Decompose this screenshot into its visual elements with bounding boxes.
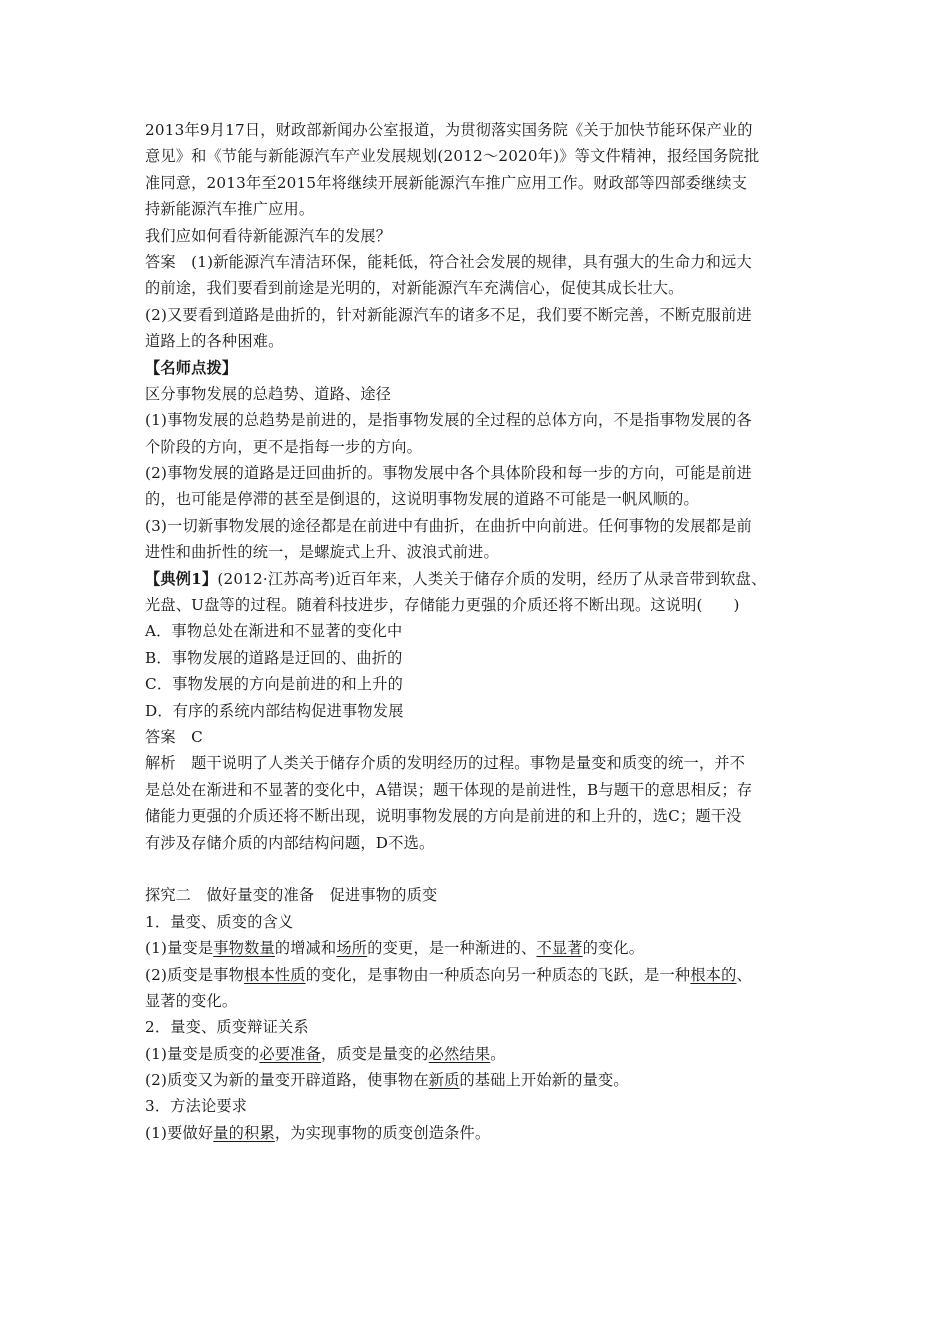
text-span: 的变化，是事物由一种质态向另一种质态的飞跃，是一种 <box>305 965 691 984</box>
answer-line: 答案 (1)新能源汽车清洁环保，能耗低，符合社会发展的规律，具有强大的生命力和远大 <box>145 252 752 271</box>
text-span: (1)量变是 <box>145 939 214 958</box>
relation-line <box>145 1067 825 1093</box>
analysis-line: 是总处在渐进和不显著的变化中，A错误；题干体现的是前进性，B与题干的意思相反；存 <box>145 780 753 799</box>
teacher-tip-heading: 【名师点拨】 <box>145 358 238 377</box>
example-stem-line: 光盘、U盘等的过程。随着科技进步，存储能力更强的介质还将不断出现。这说明( ) <box>145 596 740 615</box>
document-page <box>145 117 825 1146</box>
example-question <box>145 566 825 856</box>
example-stem-text: (2012·江苏高考)近百年来，人类关于储存介质的发明，经历了从录音带到软盘、 <box>217 569 767 588</box>
answer-line: 的前途，我们要看到前途是光明的，对新能源汽车充满信心，促使其成长壮大。 <box>145 279 684 298</box>
underlined-term: 必然结果 <box>428 1044 491 1063</box>
analysis-line: 解析 题干说明了人类关于储存介质的发明经历的过程。事物是量变和质变的统一，并不 <box>145 754 746 773</box>
text-span: (1)量变是质变的 <box>145 1044 260 1063</box>
tip-line: (2)事物发展的道路是迂回曲折的。事物发展中各个具体阶段和每一步的方向，可能是前进 <box>145 464 752 483</box>
intro-line: 意见》和《节能与新能源汽车产业发展规划(2012～2020年)》等文件精神，报经国务院批 <box>145 147 760 166</box>
intro-line: 持新能源汽车推广应用。 <box>145 200 315 219</box>
underlined-term: 不显著 <box>536 939 583 958</box>
text-span: 的基础上开始新的量变。 <box>459 1071 629 1090</box>
underlined-term: 场所 <box>336 939 368 958</box>
underlined-term: 根本的 <box>690 965 737 984</box>
underlined-term: 新质 <box>428 1071 460 1090</box>
option-c: C．事物发展的方向是前进的和上升的 <box>145 675 404 694</box>
underlined-term: 必要准备 <box>259 1044 322 1063</box>
option-d: D．有序的系统内部结构促进事物发展 <box>145 701 404 720</box>
intro-line: 2013年9月17日，财政部新闻办公室报道，为贯彻落实国务院《关于加快节能环保产业的 <box>145 121 753 139</box>
tip-line: (3)一切新事物发展的途径都是在前进中有曲折，在曲折中向前进。任何事物的发展都是前 <box>145 516 752 535</box>
section-heading: 2．量变、质变辩证关系 <box>145 1018 309 1037</box>
underlined-term: 根本性质 <box>244 965 306 984</box>
relation-line <box>145 1041 825 1067</box>
text-span: ，质变是量变的 <box>321 1044 429 1063</box>
example-answer: 答案 C <box>145 727 203 746</box>
blank-spacer <box>145 856 825 882</box>
text-span: (2)质变又为新的量变开辟道路，使事物在 <box>145 1071 429 1090</box>
tip-line: 个阶段的方向，更不是指每一步的方向。 <box>145 437 422 456</box>
analysis-line: 储能力更强的介质还将不断出现，说明事物发展的方向是前进的和上升的，选C；题干没 <box>145 807 742 826</box>
tip-line: (1)事物发展的总趋势是前进的，是指事物发展的全过程的总体方向，不是指事物发展的各 <box>145 411 752 430</box>
underlined-term: 量的积累 <box>213 1123 275 1142</box>
intro-answer <box>145 249 825 355</box>
text-span: (1)要做好 <box>145 1123 214 1142</box>
text-span: 的增减和 <box>274 939 337 958</box>
underlined-term: 事物数量 <box>213 939 275 958</box>
example-label: 【典例1】 <box>145 569 218 588</box>
section-heading: 1．量变、质变的含义 <box>145 912 294 931</box>
answer-line: (2)又要看到道路是曲折的，针对新能源汽车的诸多不足，我们要不断完善，不断克服前进 <box>145 305 752 324</box>
method-line <box>145 1120 825 1146</box>
option-a: A．事物总处在渐进和不显著的变化中 <box>145 622 403 641</box>
text-span: (2)质变是事物 <box>145 965 245 984</box>
tip-line: 的，也可能是停滞的甚至是倒退的，这说明事物发展的道路不可能是一帆风顺的。 <box>145 490 699 509</box>
answer-line: 道路上的各种困难。 <box>145 332 284 351</box>
definition-line <box>145 962 825 988</box>
teacher-tip-subtitle: 区分事物发展的总趋势、道路、途径 <box>145 384 392 403</box>
intro-question: 我们应如何看待新能源汽车的发展？ <box>145 226 392 245</box>
definition-line <box>145 935 825 961</box>
text-span: ，为实现事物的质变创造条件。 <box>274 1123 491 1142</box>
option-b: B．事物发展的道路是迂回的、曲折的 <box>145 648 403 667</box>
text-span: 的变更，是一种渐进的、 <box>367 939 537 958</box>
example-stem-line <box>145 566 825 592</box>
text-span: 、 <box>736 965 752 984</box>
section-title: 探究二 做好量变的准备 促进事物的质变 <box>145 886 438 905</box>
section-heading: 3．方法论要求 <box>145 1097 248 1116</box>
text-span: 。 <box>490 1044 506 1063</box>
text-span: 的变化。 <box>582 939 645 958</box>
analysis-line: 有涉及存储介质的内部结构问题，D不选。 <box>145 833 435 852</box>
teacher-tip-body <box>145 407 825 565</box>
definition-line: 显著的变化。 <box>145 991 238 1010</box>
intro-paragraph <box>145 117 825 223</box>
tip-line: 进性和曲折性的统一，是螺旋式上升、波浪式前进。 <box>145 543 499 562</box>
section-two <box>145 882 825 1146</box>
intro-line: 准同意，2013年至2015年将继续开展新能源汽车推广应用工作。财政部等四部委继续支 <box>145 173 748 192</box>
